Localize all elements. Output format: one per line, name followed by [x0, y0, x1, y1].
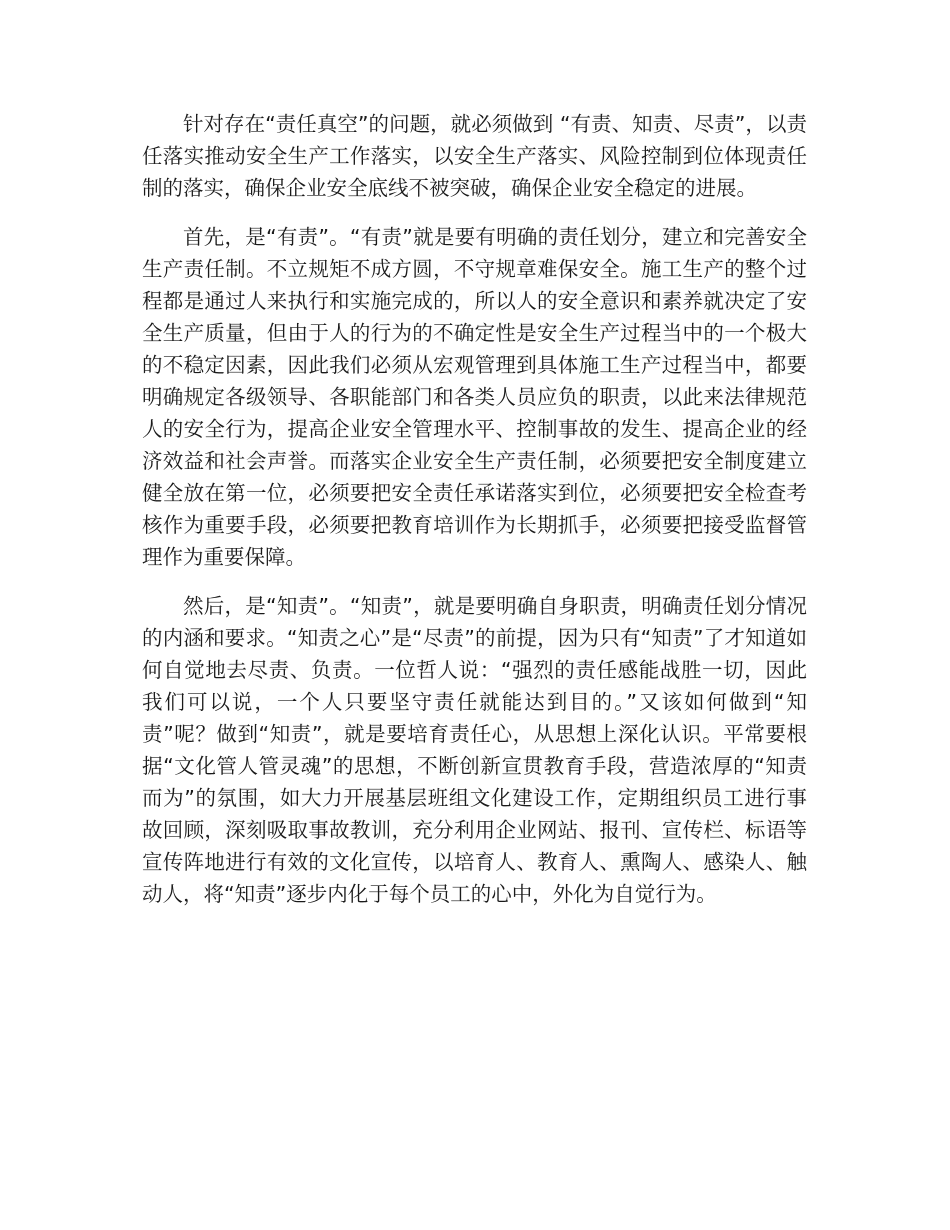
document-body [142, 108, 807, 910]
paragraph-responsibility-vacuum: 针对存在“责任真空”的问题，就必须做到 “有责、知责、尽责”，以责任落实推动安全生产工作落实，以安全生产落实、风险控制到位体现责任制的落实，确保企业安全底线不被突破，确保企业安全稳定的进展。 [142, 112, 807, 200]
paragraph-have-responsibility: 首先，是“有责”。“有责”就是要有明确的责任划分，建立和完善安全生产责任制。不立规矩不成方圆，不守规章难保安全。施工生产的整个过程都是通过人来执行和实施完成的，所以人的安全意识和素养就决定了安全生产质量，但由于人的行为的不确定性是安全生产过程当中的一个极大的不稳定因素，因此我们必须从宏观管理到具体施工生产过程当中，都要明确规定各级领导、各职能部门和各类人员应负的职责，以此来法律规范人的安全行为，提高企业安全管理水平、控制事故的发生、提高企业的经济效益和社会声誉。而落实企业安全生产责任制，必须要把安全制度建立健全放在第一位，必须要把安全责任承诺落实到位，必须要把安全检查考核作为重要手段，必须要把教育培训作为长期抓手，必须要把接受监督管理作为重要保障。 [142, 225, 807, 569]
paragraph-know-responsibility: 然后，是“知责”。“知责”，就是要明确自身职责，明确责任划分情况的内涵和要求。“知责之心”是“尽责”的前提，因为只有“知责”了才知道如何自觉地去尽责、负责。一位哲人说：“强烈的责任感能战胜一切，因此我们可以说，一个人只要坚守责任就能达到目的。”又该如何做到“知责”呢？做到“知责”，就是要培育责任心，从思想上深化认识。平常要根据“文化管人管灵魂”的思想，不断创新宣贯教育手段，营造浓厚的“知责而为”的氛围，如大力开展基层班组文化建设工作，定期组织员工进行事故回顾，深刻吸取事故教训，充分利用企业网站、报刊、宣传栏、标语等宣传阵地进行有效的文化宣传，以培育人、教育人、熏陶人、感染人、触动人，将“知责”逐步内化于每个员工的心中，外化为自觉行为。 [142, 594, 807, 906]
